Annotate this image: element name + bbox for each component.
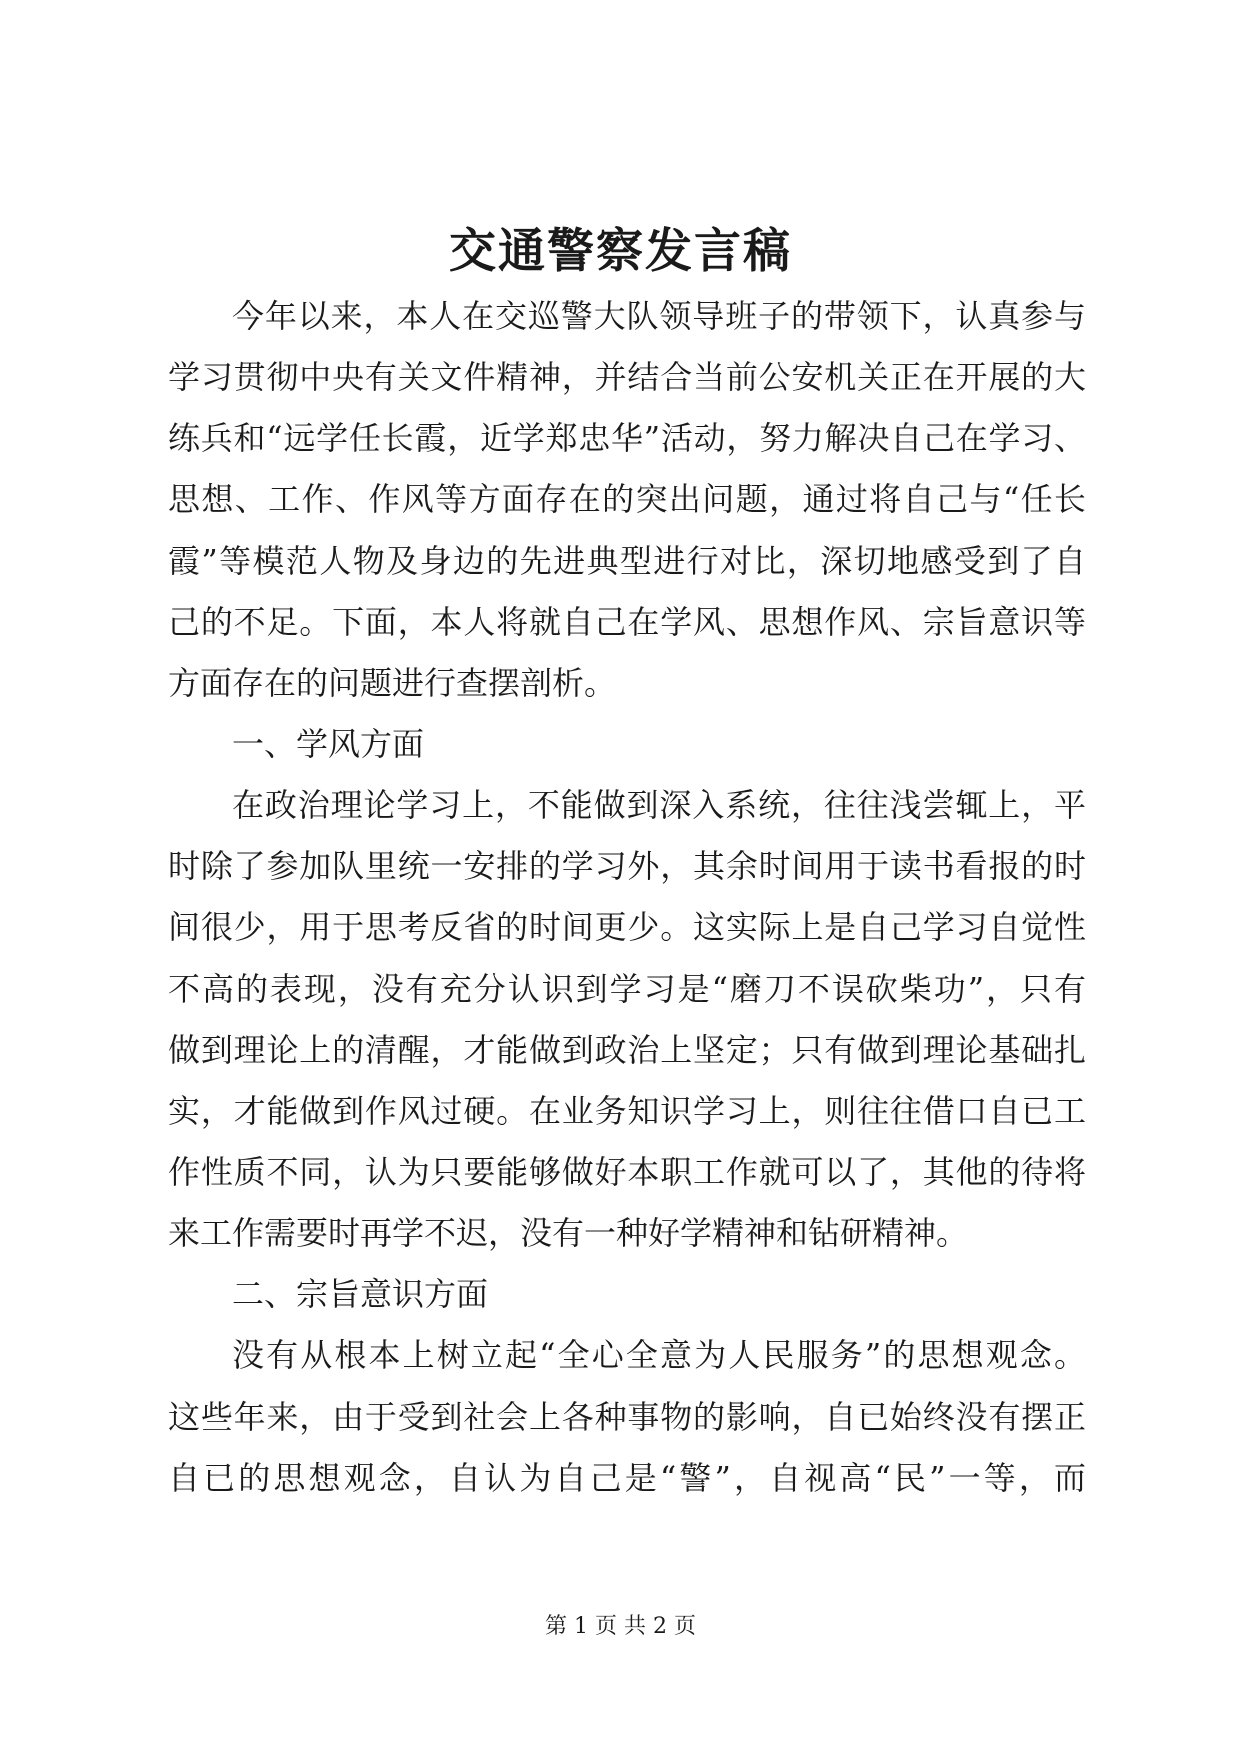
paragraph-line: 在政治理论学习上，不能做到深入系统，往往浅尝辄上，平 <box>232 786 1086 825</box>
paragraph-line: 来工作需要时再学不迟，没有一种好学精神和钻研精神。 <box>168 1214 969 1253</box>
paragraph-line: 霞”等模范人物及身边的先进典型进行对比，深切地感受到了自 <box>168 541 1086 580</box>
paragraph-line: 间很少，用于思考反省的时间更少。这实际上是自己学习自觉性 <box>168 908 1086 947</box>
document-title: 交通警察发言稿 <box>449 224 792 279</box>
paragraph-line: 实，才能做到作风过硬。在业务知识学习上，则往往借口自已工 <box>168 1091 1086 1130</box>
paragraph-line: 学习贯彻中央有关文件精神，并结合当前公安机关正在开展的大 <box>168 358 1086 397</box>
paragraph-line: 思想、工作、作风等方面存在的突出问题，通过将自己与“任长 <box>168 480 1086 519</box>
document-body <box>168 286 1086 1509</box>
page-number-footer: 第 1 页 共 2 页 <box>545 1614 696 1639</box>
paragraph-line: 今年以来，本人在交巡警大队领导班子的带领下，认真参与 <box>232 297 1086 335</box>
paragraph-line: 己的不足。下面，本人将就自己在学风、思想作风、宗旨意识等 <box>168 602 1086 641</box>
paragraph-line: 方面存在的问题进行查摆剖析。 <box>168 663 617 702</box>
paragraph-line: 这些年来，由于受到社会上各种事物的影响，自已始终没有摆正 <box>168 1397 1086 1436</box>
section-heading: 二、宗旨意识方面 <box>232 1275 489 1314</box>
paragraph-line: 自已的思想观念，自认为自己是“警”，自视高“民”一等，而 <box>168 1458 1086 1497</box>
paragraph-line: 不高的表现，没有充分认识到学习是“磨刀不误砍柴功”，只有 <box>168 969 1086 1008</box>
paragraph-line: 没有从根本上树立起“全心全意为人民服务”的思想观念。 <box>232 1336 1086 1375</box>
paragraph-line: 做到理论上的清醒，才能做到政治上坚定；只有做到理论基础扎 <box>168 1030 1086 1069</box>
paragraph-line: 练兵和“远学任长霞，近学郑忠华”活动，努力解决自己在学习、 <box>168 419 1086 458</box>
paragraph-line: 作性质不同，认为只要能够做好本职工作就可以了，其他的待将 <box>168 1152 1086 1191</box>
paragraph-line: 时除了参加队里统一安排的学习外，其余时间用于读书看报的时 <box>168 847 1086 886</box>
section-heading: 一、学风方面 <box>232 724 425 763</box>
